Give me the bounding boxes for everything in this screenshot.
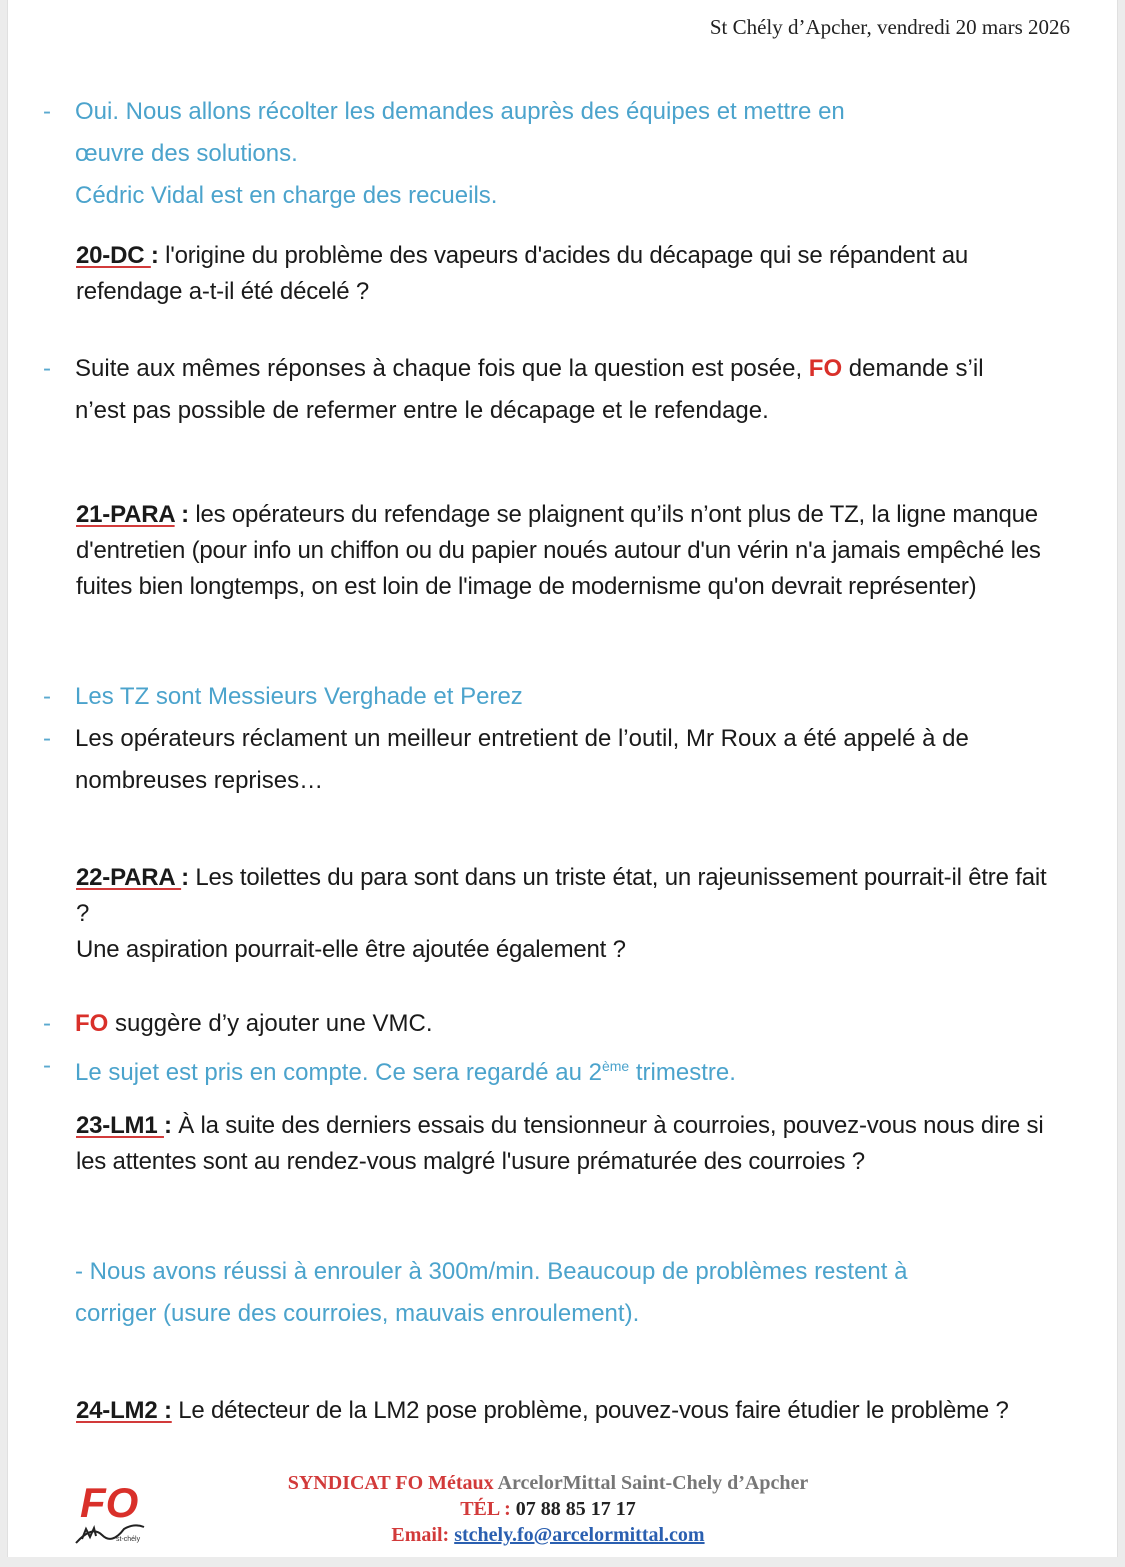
bullet-dash: -	[43, 683, 51, 710]
answer-line: œuvre des solutions.	[75, 140, 298, 167]
question-colon: :	[150, 242, 159, 269]
question-20-dc	[76, 238, 1056, 310]
question-text: À la suite des derniers essais du tensionneur à courroies, pouvez-vous nous dire si les attentes sont au rendez-vous malgré l'usure prématurée des courroies ?	[76, 1112, 1044, 1175]
phone-label: TÉL :	[460, 1498, 516, 1520]
svg-text:FO: FO	[80, 1479, 139, 1526]
answer-bullet	[8, 718, 988, 802]
answer-text: demande s’il n’est pas possible de refermer entre le décapage et le refendage.	[75, 355, 984, 424]
answer-line: Cédric Vidal est en charge des recueils.	[75, 182, 498, 209]
answer-bullet	[8, 348, 988, 432]
company-name: ArcelorMittal Saint-Chely d’Apcher	[493, 1472, 809, 1494]
answer-text: suggère d’y ajouter une VMC.	[108, 1010, 433, 1037]
question-code: 23-LM1	[76, 1112, 164, 1139]
question-24-lm2	[76, 1393, 1056, 1429]
answer-bullet	[8, 676, 988, 718]
answer-bullet	[8, 1251, 988, 1335]
question-code: 24-LM2 :	[76, 1397, 172, 1424]
fo-metaux-logo-icon	[72, 1473, 152, 1551]
bullet-dash: -	[43, 98, 51, 125]
question-22-para	[76, 860, 1056, 968]
answer-text: Le sujet est pris en compte. Ce sera regardé au 2	[75, 1059, 602, 1086]
bullet-dash: -	[43, 1010, 51, 1037]
fo-label: FO	[808, 355, 843, 382]
email-link[interactable]: stchely.fo@arcelormittal.com	[454, 1524, 705, 1546]
bullet-dash: -	[43, 725, 51, 752]
question-code: 21-PARA	[76, 501, 175, 528]
answer-text: - Nous avons réussi à enrouler à 300m/min. Beaucoup de problèmes restent à corriger (usure des courroies, mauvais enroulement).	[75, 1258, 908, 1327]
question-colon: :	[174, 501, 189, 528]
phone-line	[208, 1496, 888, 1522]
question-text: Les toilettes du para sont dans un triste état, un rajeunissement pourrait-il être fait ?	[76, 864, 1047, 927]
question-21-para	[76, 497, 1056, 605]
union-contact-block	[208, 1470, 888, 1548]
question-code: 22-PARA	[76, 864, 182, 891]
union-name: SYNDICAT FO Métaux	[287, 1472, 494, 1494]
answer-bullet	[8, 1003, 988, 1045]
phone-number: 07 88 85 17 17	[515, 1498, 636, 1520]
answer-text: Suite aux mêmes réponses à chaque fois que la question est posée,	[75, 355, 809, 382]
question-text: Le détecteur de la LM2 pose problème, pouvez-vous faire étudier le problème ?	[171, 1397, 1009, 1424]
bullet-dash: -	[43, 355, 51, 382]
svg-text:st-chély: st-chély	[116, 1536, 141, 1543]
date-line: St Chély d’Apcher, vendredi 20 mars 2026	[709, 15, 1070, 39]
fo-label: FO	[75, 1010, 109, 1037]
question-colon: :	[163, 1112, 172, 1139]
answer-bullet	[8, 91, 988, 217]
answer-text: trimestre.	[629, 1059, 736, 1086]
question-code: 20-DC	[76, 242, 151, 269]
question-text-2: Une aspiration pourrait-elle être ajoutée également ?	[76, 936, 626, 963]
answer-bullet	[8, 1045, 988, 1094]
document-page	[7, 0, 1118, 1557]
email-label: Email:	[391, 1524, 455, 1546]
email-line	[208, 1522, 888, 1548]
question-23-lm1	[76, 1108, 1056, 1180]
question-text: l'origine du problème des vapeurs d'acides du décapage qui se répandent au refendage a-t-il été décelé ?	[76, 242, 969, 305]
answer-text: Les opérateurs réclament un meilleur entretient de l’outil, Mr Roux a été appelé à de nombreuses reprises…	[75, 725, 969, 794]
superscript: ème	[601, 1058, 630, 1074]
union-name-line	[208, 1470, 888, 1496]
answer-text: Les TZ sont Messieurs Verghade et Perez	[75, 683, 523, 710]
question-colon: :	[181, 864, 189, 891]
bullet-dash: -	[43, 1052, 51, 1079]
question-text: les opérateurs du refendage se plaignent qu’ils n’ont plus de TZ, la ligne manque d'entretien (pour info un chiffon ou du papier noués autour d'un vérin n'a jamais empêché les fuites bien longtemps, on est loin de l'image de modernisme qu'on devrait représenter)	[76, 501, 1041, 600]
letterhead-footer	[8, 1470, 1117, 1555]
answer-line: Oui. Nous allons récolter les demandes auprès des équipes et mettre en	[75, 98, 845, 125]
